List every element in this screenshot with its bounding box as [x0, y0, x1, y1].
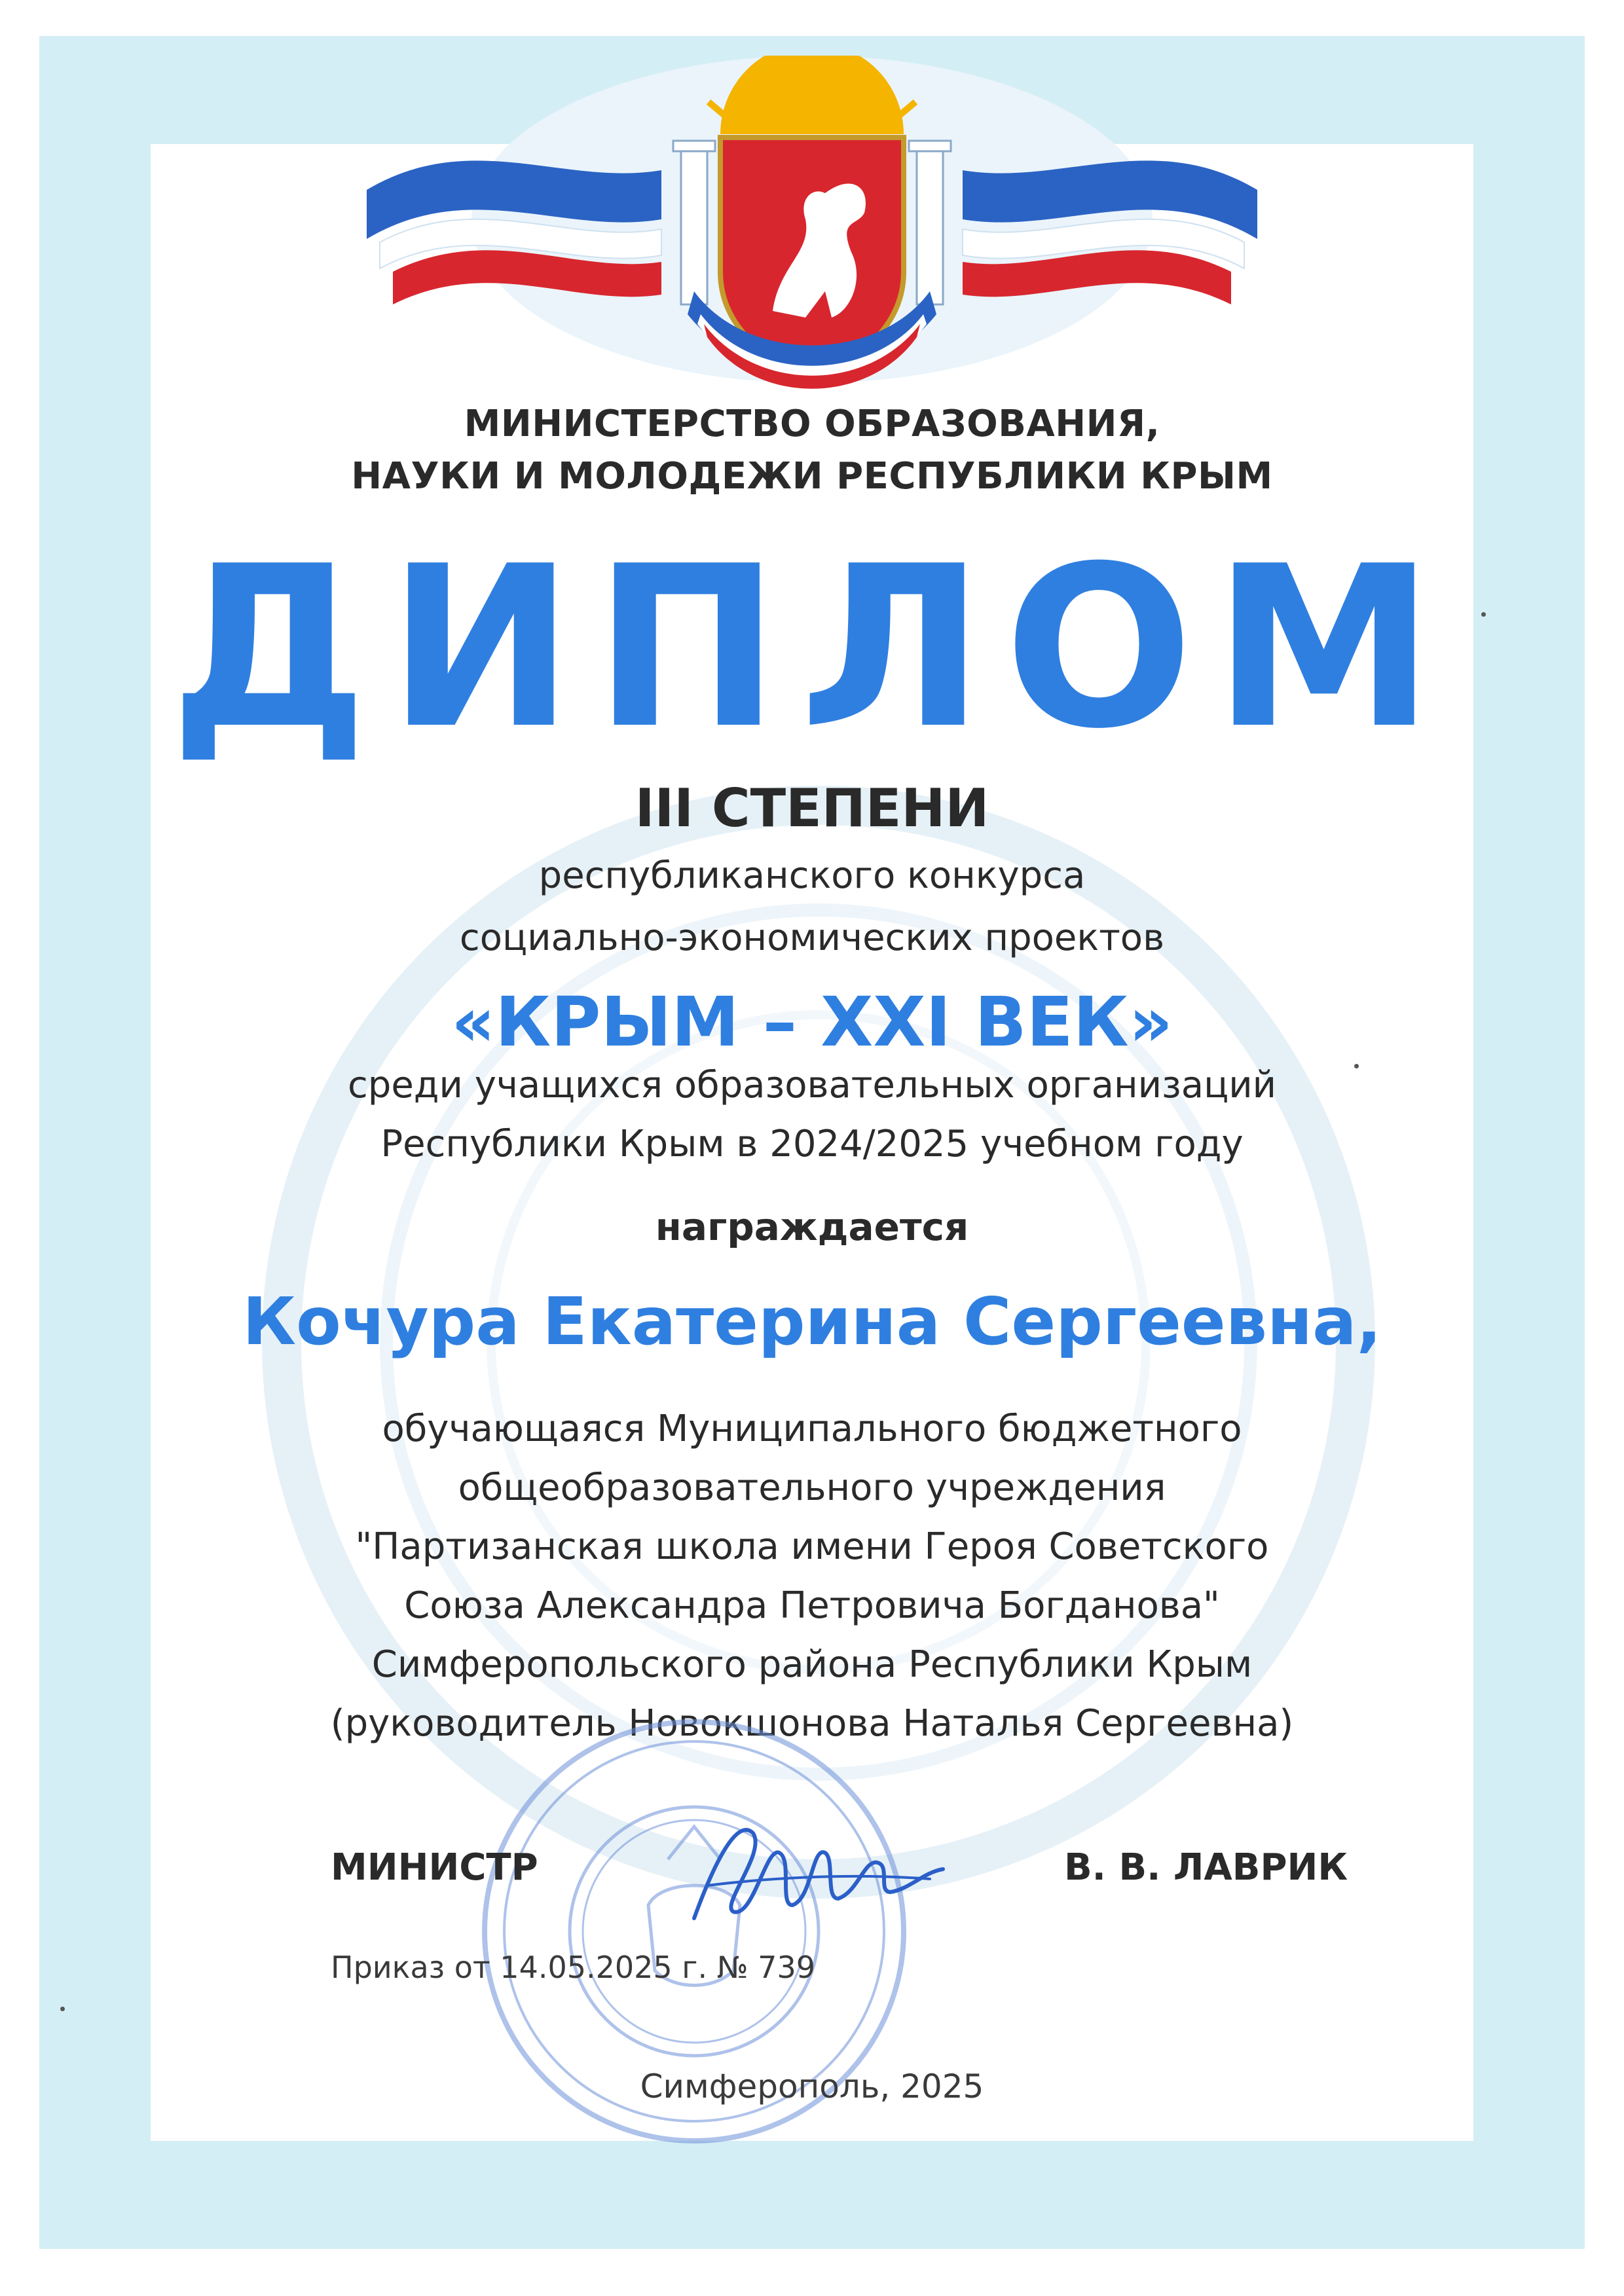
contest-line1: республиканского конкурса [538, 854, 1086, 897]
details-line: "Партизанская школа имени Героя Советского [355, 1525, 1269, 1568]
recipient-name: Кочура Екатерина Сергеевна, [242, 1283, 1382, 1360]
details-line: Союза Александра Петровича Богданова" [404, 1584, 1220, 1627]
signatory-position: МИНИСТР [331, 1846, 538, 1889]
diploma-degree: III СТЕПЕНИ [635, 778, 989, 839]
awarded-label: награждается [655, 1205, 969, 1249]
scan-speck [1354, 1064, 1359, 1068]
scan-speck [60, 2007, 65, 2011]
contest-line3: среди учащихся образовательных организаций [347, 1064, 1277, 1106]
contest-line2: социально-экономических проектов [459, 917, 1165, 959]
crimea-coat-of-arms-icon [354, 56, 1270, 422]
contest-line4: Республики Крым в 2024/2025 учебном году [380, 1123, 1244, 1165]
signatory-name: В. В. ЛАВРИК [1064, 1846, 1348, 1889]
place-and-year: Симферополь, 2025 [640, 2068, 984, 2105]
details-line: общеобразовательного учреждения [458, 1467, 1166, 1509]
ministry-name-line1: МИНИСТЕРСТВО ОБРАЗОВАНИЯ, [464, 403, 1160, 445]
details-line: обучающаяся Муниципального бюджетного [382, 1408, 1242, 1450]
details-line: Симферопольского района Республики Крым [371, 1643, 1253, 1686]
diploma-title: ДИПЛОМ [170, 519, 1454, 778]
signature-icon [681, 1807, 956, 1938]
ministry-name-line2: НАУКИ И МОЛОДЕЖИ РЕСПУБЛИКИ КРЫМ [351, 455, 1273, 498]
details-line: (руководитель Новокшонова Наталья Сергеевна) [330, 1702, 1294, 1745]
order-reference: Приказ от 14.05.2025 г. № 739 [331, 1950, 815, 1985]
scan-speck [1481, 612, 1486, 617]
contest-name: «КРЫМ – XXI ВЕК» [451, 982, 1173, 1062]
